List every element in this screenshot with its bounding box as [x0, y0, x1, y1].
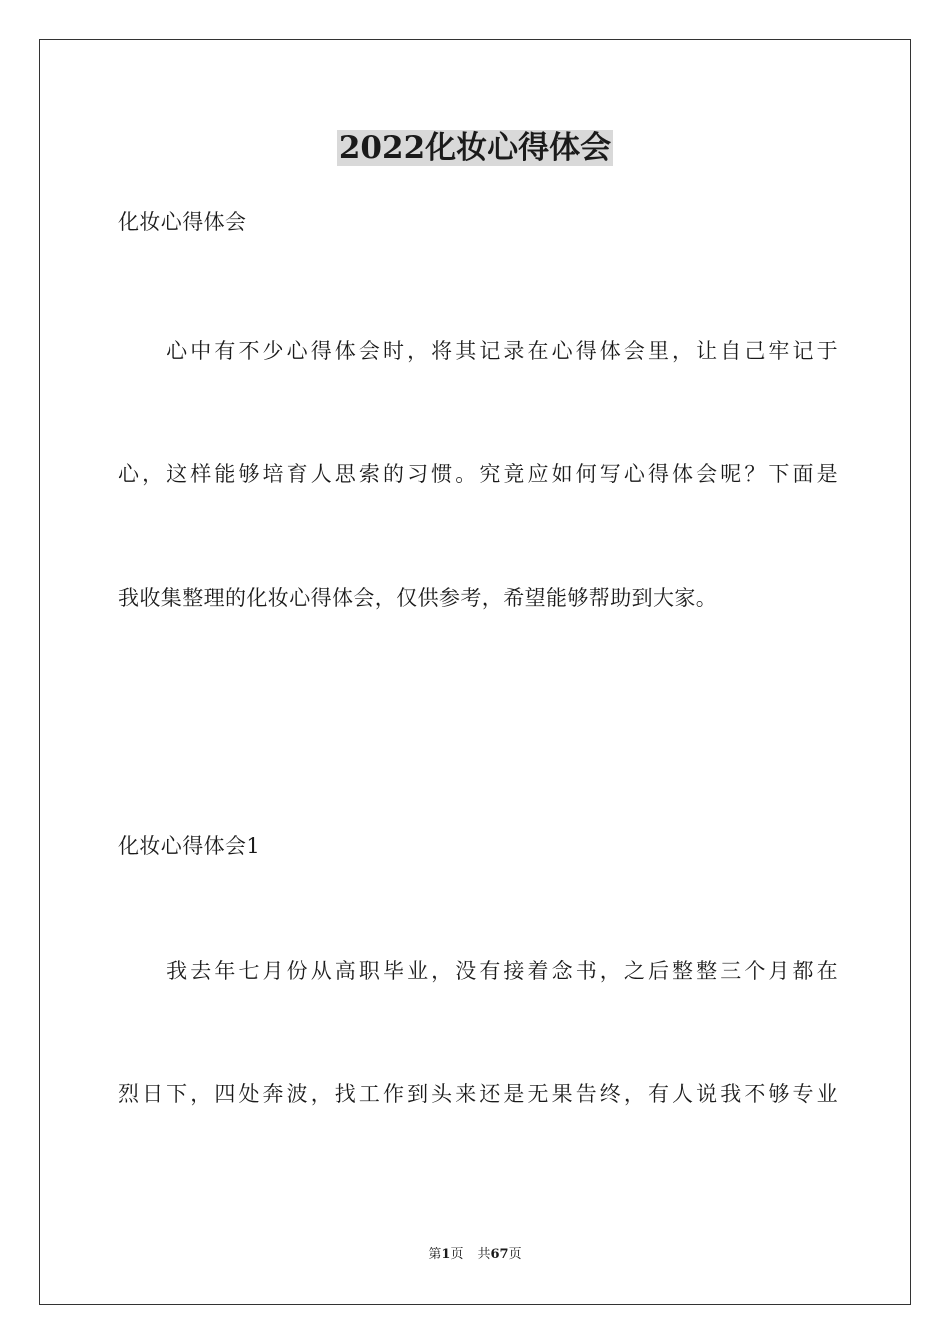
- paragraph-line: 烈日下，四处奔波，找工作到头来还是无果告终，有人说我不够专业: [118, 1082, 838, 1106]
- section-heading: 化妆心得体会: [118, 210, 247, 234]
- paragraph-line: 我收集整理的化妆心得体会，仅供参考，希望能够帮助到大家。: [118, 586, 718, 610]
- current-page-number: 1: [441, 1247, 451, 1262]
- paragraph-line: 心，这样能够培育人思索的习惯。究竟应如何写心得体会呢？下面是: [118, 462, 838, 486]
- total-prefix: 共: [477, 1247, 491, 1262]
- page-unit: 页: [450, 1247, 464, 1262]
- total-unit: 页: [508, 1247, 522, 1262]
- paragraph-line: 我去年七月份从高职毕业，没有接着念书，之后整整三个月都在: [118, 959, 838, 983]
- document-title-text: 2022化妆心得体会: [338, 130, 612, 166]
- total-page-count: 67: [490, 1247, 509, 1262]
- page-footer: [0, 1246, 950, 1264]
- page-prefix: 第: [428, 1247, 442, 1262]
- document-title: [0, 124, 950, 172]
- section-heading: 化妆心得体会1: [118, 834, 261, 858]
- paragraph-line: 心中有不少心得体会时，将其记录在心得体会里，让自己牢记于: [118, 339, 838, 363]
